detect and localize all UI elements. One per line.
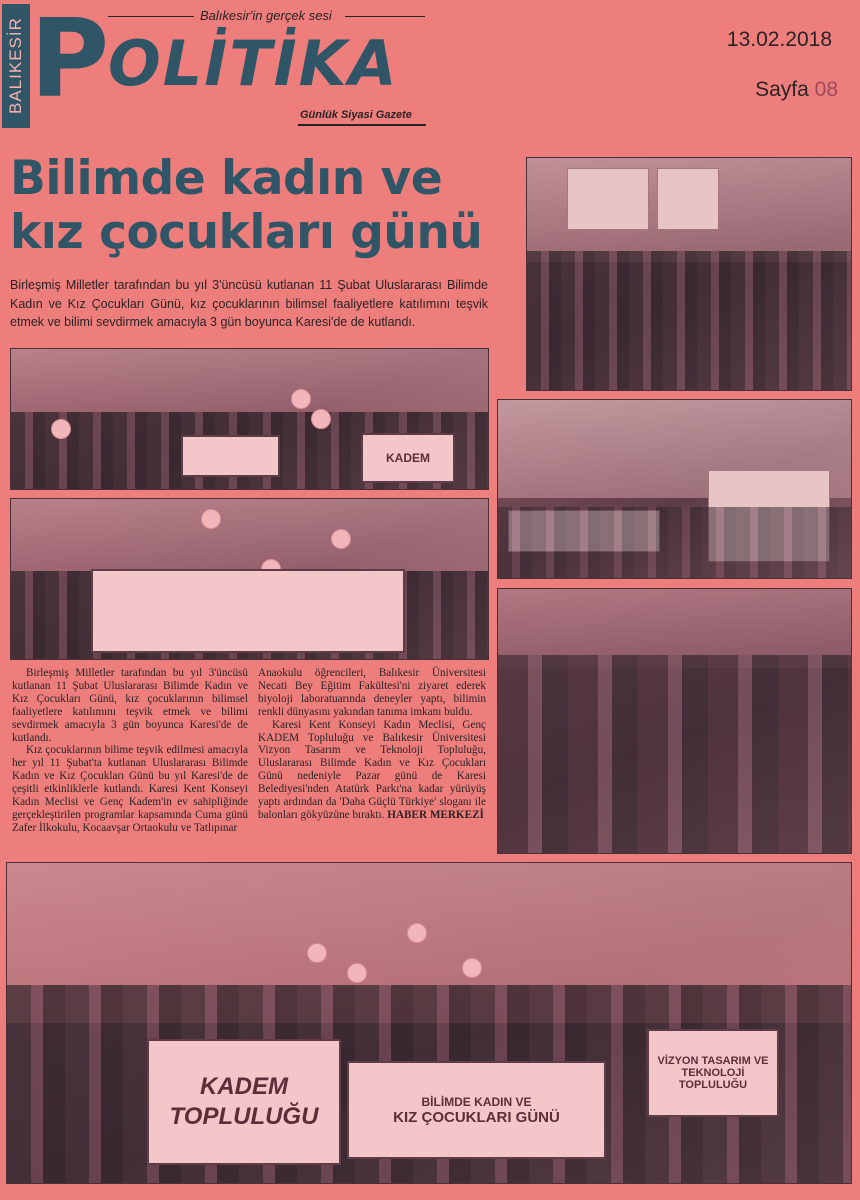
article-paragraph: Kız çocuklarının bilime teşvik edilmesi amacıyla her yıl 11 Şubat'ta kutlanan Uluslararası Bilimde Kadın ve Kız Çocukları Günü bu yıl Karesi'de de çeşitli etkinliklerle kutlandı. Karesi Kent Konseyi Kadın Meclisi ve Genç Kadem'in ev sahipliğinde gerçekleştirilen programlar kapsamında Cuma günü Zafer İlkokulu, Kocaavşar Ortaokulu ve Tatlıpınar [12, 744, 248, 834]
banner-small [181, 435, 280, 477]
article-column-1 [12, 667, 248, 835]
photo-background [11, 349, 488, 412]
article-paragraph: Anaokulu öğrencileri, Balıkesir Üniversitesi Necati Bey Eğitim Fakültesi'ni ziyaret ederek biyoloji laboratuarında deneyler yaptı, bilimin renkli dünyasını yakından tanıma imkanı buldu. [258, 667, 486, 718]
balloon [311, 409, 331, 429]
banner-event [91, 569, 405, 653]
issue-date: 13.02.2018 [726, 28, 832, 51]
headline [10, 152, 500, 260]
gazette-subtitle: Günlük Siyasi Gazete [300, 109, 412, 121]
balloon [307, 943, 327, 963]
photo-march [6, 862, 852, 1184]
slogan-rule-left [108, 16, 194, 17]
page-indicator [755, 78, 838, 102]
photo-lecture-hall [526, 157, 852, 391]
banner-kiz-cocuklari-line: KIZ ÇOCUKLARI GÜNÜ [393, 1108, 560, 1126]
banner-kadem-toplulugu [147, 1039, 341, 1165]
logo-wordmark: OLİTİKA [108, 27, 399, 100]
byline: HABER MERKEZİ [387, 808, 484, 821]
page-number: 08 [814, 78, 838, 101]
photo-children-group [498, 655, 851, 853]
subtitle-underline [298, 124, 426, 126]
article-paragraph [258, 719, 486, 822]
page-label: Sayfa [755, 78, 809, 101]
article-paragraph-text: Karesi Kent Konseyi Kadın Meclisi, Genç KADEM Topluluğu ve Balıkesir Üniversitesi Vizyon Tasarım ve Teknoloji Topluluğu, Uluslararası Bilimde Kadın ve Kız Çocukları Günü nedeniyle Pazar günü de Karesi Belediyesi'nden Atatürk Parkı'na kadar yürüyüş yaptı ardından da 'Daha Güçlü Türkiye' sloganı ile balonları gökyüzüne bıraktı. [258, 718, 486, 821]
photo-background [11, 499, 488, 571]
balloon [462, 958, 482, 978]
balloon [51, 419, 71, 439]
photo-laboratory [497, 399, 852, 579]
balloon [407, 923, 427, 943]
article-column-2 [258, 667, 486, 822]
headline-line-2: kız çocukları günü [10, 205, 483, 260]
photo-audience [527, 251, 851, 390]
photo-students [498, 507, 851, 578]
lead-paragraph: Birleşmiş Milletler tarafından bu yıl 3'üncüsü kutlanan 11 Şubat Uluslararası Bilimde Kadın ve Kız Çocukları Günü, kız çocuklarının bilimsel faaliyetlere katılımını teşvik etmek ve bilimi sevdirmek amacıyla 3 gün boyunca Karesi'de de kutlandı. [10, 278, 488, 329]
banner-bilimde-kadin [347, 1061, 606, 1159]
balloon [291, 389, 311, 409]
article-paragraph: Birleşmiş Milletler tarafından bu yıl 3'üncüsü kutlanan 11 Şubat Uluslararası Bilimde Kadın ve Kız Çocukları Günü, kız çocuklarının bilimsel faaliyetlere katılımını teşvik etmek ve bilimi sevdirmek amacıyla 3 gün boyunca Karesi'de de kutlandı. [12, 667, 248, 744]
slogan-rule-right [345, 16, 425, 17]
slogan: Balıkesir'in gerçek sesi [200, 8, 332, 23]
balloon [347, 963, 367, 983]
balloon [201, 509, 221, 529]
photo-banner-group [10, 498, 489, 660]
logo-initial: P [30, 0, 106, 122]
banner-vizyon-line-1: VİZYON TASARIM VE [657, 1055, 769, 1067]
banner-kadem-line-1: KADEM [200, 1073, 288, 1100]
masthead-side-label: BALIKESİR [2, 4, 30, 128]
banner-bilimde-line: BİLİMDE KADIN VE [421, 1094, 532, 1109]
balloon [331, 529, 351, 549]
masthead [0, 0, 860, 140]
banner-vizyon [647, 1029, 779, 1117]
photo-children [497, 588, 852, 854]
banner-vizyon-line-2: TEKNOLOJİ TOPLULUĞU [678, 1067, 748, 1091]
cabinet [567, 168, 649, 230]
banner-kadem-small: KADEM [361, 433, 455, 483]
photo-balloon-group [10, 348, 489, 490]
banner-kadem-line-2: TOPLULUĞU [169, 1103, 319, 1130]
headline-line-1: Bilimde kadın ve [10, 151, 443, 206]
cabinet [657, 168, 719, 230]
